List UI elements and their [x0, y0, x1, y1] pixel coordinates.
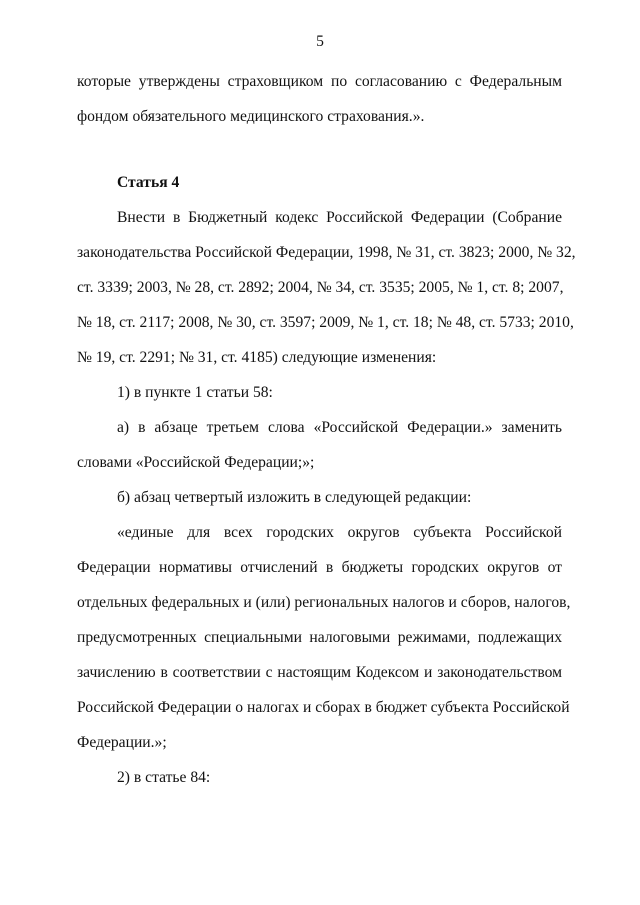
text-line: словами «Российской Федерации;»; — [77, 454, 315, 471]
text-line: «единые для всех городских округов субъекта Российской — [117, 524, 562, 541]
text-line: предусмотренных специальными налоговыми режимами, подлежащих — [77, 629, 562, 646]
text-line: которые утверждены страховщиком по согласованию с Федеральным — [77, 73, 562, 90]
paragraph-intro — [77, 207, 576, 382]
document-body — [77, 71, 576, 802]
text-line: фондом обязательного медицинского страхования.». — [77, 108, 425, 125]
article-heading: Статья 4 — [117, 174, 180, 191]
quoted-paragraph — [77, 522, 571, 767]
text-line: отдельных федеральных и (или) региональных налогов и сборов, налогов, — [77, 594, 571, 611]
item-1b: б) абзац четвертый изложить в следующей редакции: — [117, 489, 472, 506]
text-line: законодательства Российской Федерации, 1998, № 31, ст. 3823; 2000, № 32, — [77, 244, 576, 261]
text-line: Внести в Бюджетный кодекс Российской Федерации (Собрание — [117, 209, 562, 226]
text-line: № 18, ст. 2117; 2008, № 30, ст. 3597; 2009, № 1, ст. 18; № 48, ст. 5733; 2010, — [77, 314, 574, 331]
text-line: Федерации нормативы отчислений в бюджеты городских округов от — [77, 559, 562, 576]
item-2: 2) в статье 84: — [117, 769, 211, 786]
text-line: № 19, ст. 2291; № 31, ст. 4185) следующие изменения: — [77, 349, 437, 366]
text-line: Федерации.»; — [77, 734, 167, 751]
text-line: ст. 3339; 2003, № 28, ст. 2892; 2004, № 34, ст. 3535; 2005, № 1, ст. 8; 2007, — [77, 279, 564, 296]
text-line: Российской Федерации о налогах и сборах в бюджет субъекта Российской — [77, 699, 570, 716]
item-1: 1) в пункте 1 статьи 58: — [117, 384, 273, 401]
text-line: зачислению в соответствии с настоящим Кодексом и законодательством — [77, 664, 562, 681]
item-1a — [77, 417, 562, 487]
page-number: 5 — [316, 33, 324, 50]
text-line: а) в абзаце третьем слова «Российской Федерации.» заменить — [117, 419, 562, 436]
paragraph-continuation — [77, 71, 562, 141]
